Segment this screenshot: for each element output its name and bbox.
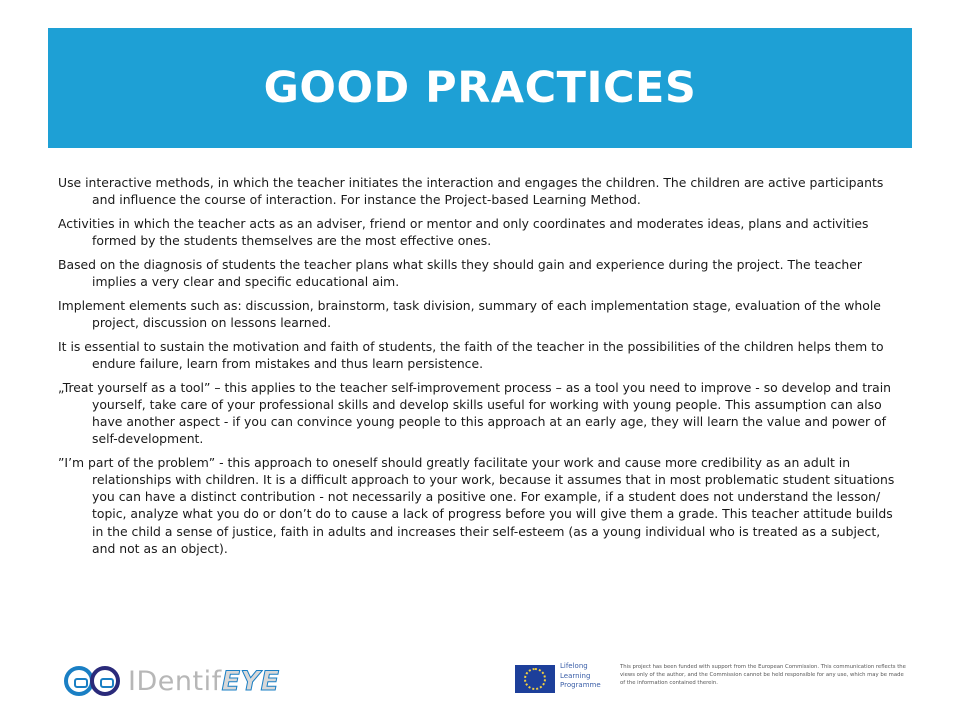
paragraph: Use interactive methods, in which the teacher initiates the interaction and engages the children. The children are active participants and influence the course of interaction. For instance the Project-based Learning Method. <box>58 175 884 208</box>
paragraph: ”I’m part of the problem” - this approach to oneself should greatly facilitate your work and cause more credibility as an adult in relationships with children. It is a difficult approach to your work, because it assumes that in most problematic student situations you can have a distinct contribution - not necessarily a positive one. For example, if a student does not understand the lesson/ topic, analyze what you do or don’t do to cause a lack of progress before you will give them a grade. This teacher attitude builds in the child a sense of justice, faith in adults and increases their self-esteem (as a young individual who is treated as a subject, and not as an object). <box>58 454 895 556</box>
logo-text <box>128 666 280 697</box>
eyes-icon <box>64 664 122 698</box>
paragraph: It is essential to sustain the motivation and faith of students, the faith of the teacher in the possibilities of the children helps them to endure failure, learn from mistakes and thus learn persistence. <box>58 338 884 371</box>
llp-logo-text <box>560 662 601 691</box>
logo-text-accent: EYE <box>221 665 280 697</box>
eu-flag-icon <box>515 665 555 693</box>
llp-line: Learning <box>560 671 591 680</box>
paragraph: Activities in which the teacher acts as an adviser, friend or mentor and only coordinates and moderates ideas, plans and activities formed by the students themselves are the most effective ones. <box>58 215 869 249</box>
llp-line: Lifelong <box>560 662 588 670</box>
content-body <box>58 174 906 564</box>
identifeye-logo <box>64 661 280 701</box>
footer <box>0 655 960 705</box>
logo-text-main: IDentif <box>128 665 222 697</box>
paragraph: „Treat yourself as a tool” – this applies to the teacher self-improvement process – as a tool you need to improve - so develop and train yourself, take care of your professional skills and develop skills useful for working with young people. This assumption can also have another aspect - if you can convince young people to this approach at an early age, they will learn the value and power of self-development. <box>58 379 892 447</box>
paragraph: Based on the diagnosis of students the teacher plans what skills they should gain and experience during the project. The teacher implies a very clear and specific educational aim. <box>58 256 862 290</box>
eu-disclaimer: This project has been funded with support from the European Commission. This communication reflects the views only of the author, and the Commission cannot be held responsible for any use, which may be made of the information contained therein. <box>620 664 906 686</box>
title-banner <box>48 28 912 148</box>
paragraph: Implement elements such as: discussion, brainstorm, task division, summary of each implementation stage, evaluation of the whole project, discussion on lessons learned. <box>58 297 881 330</box>
page-title: GOOD PRACTICES <box>263 63 697 113</box>
llp-line: Programme <box>560 681 601 689</box>
